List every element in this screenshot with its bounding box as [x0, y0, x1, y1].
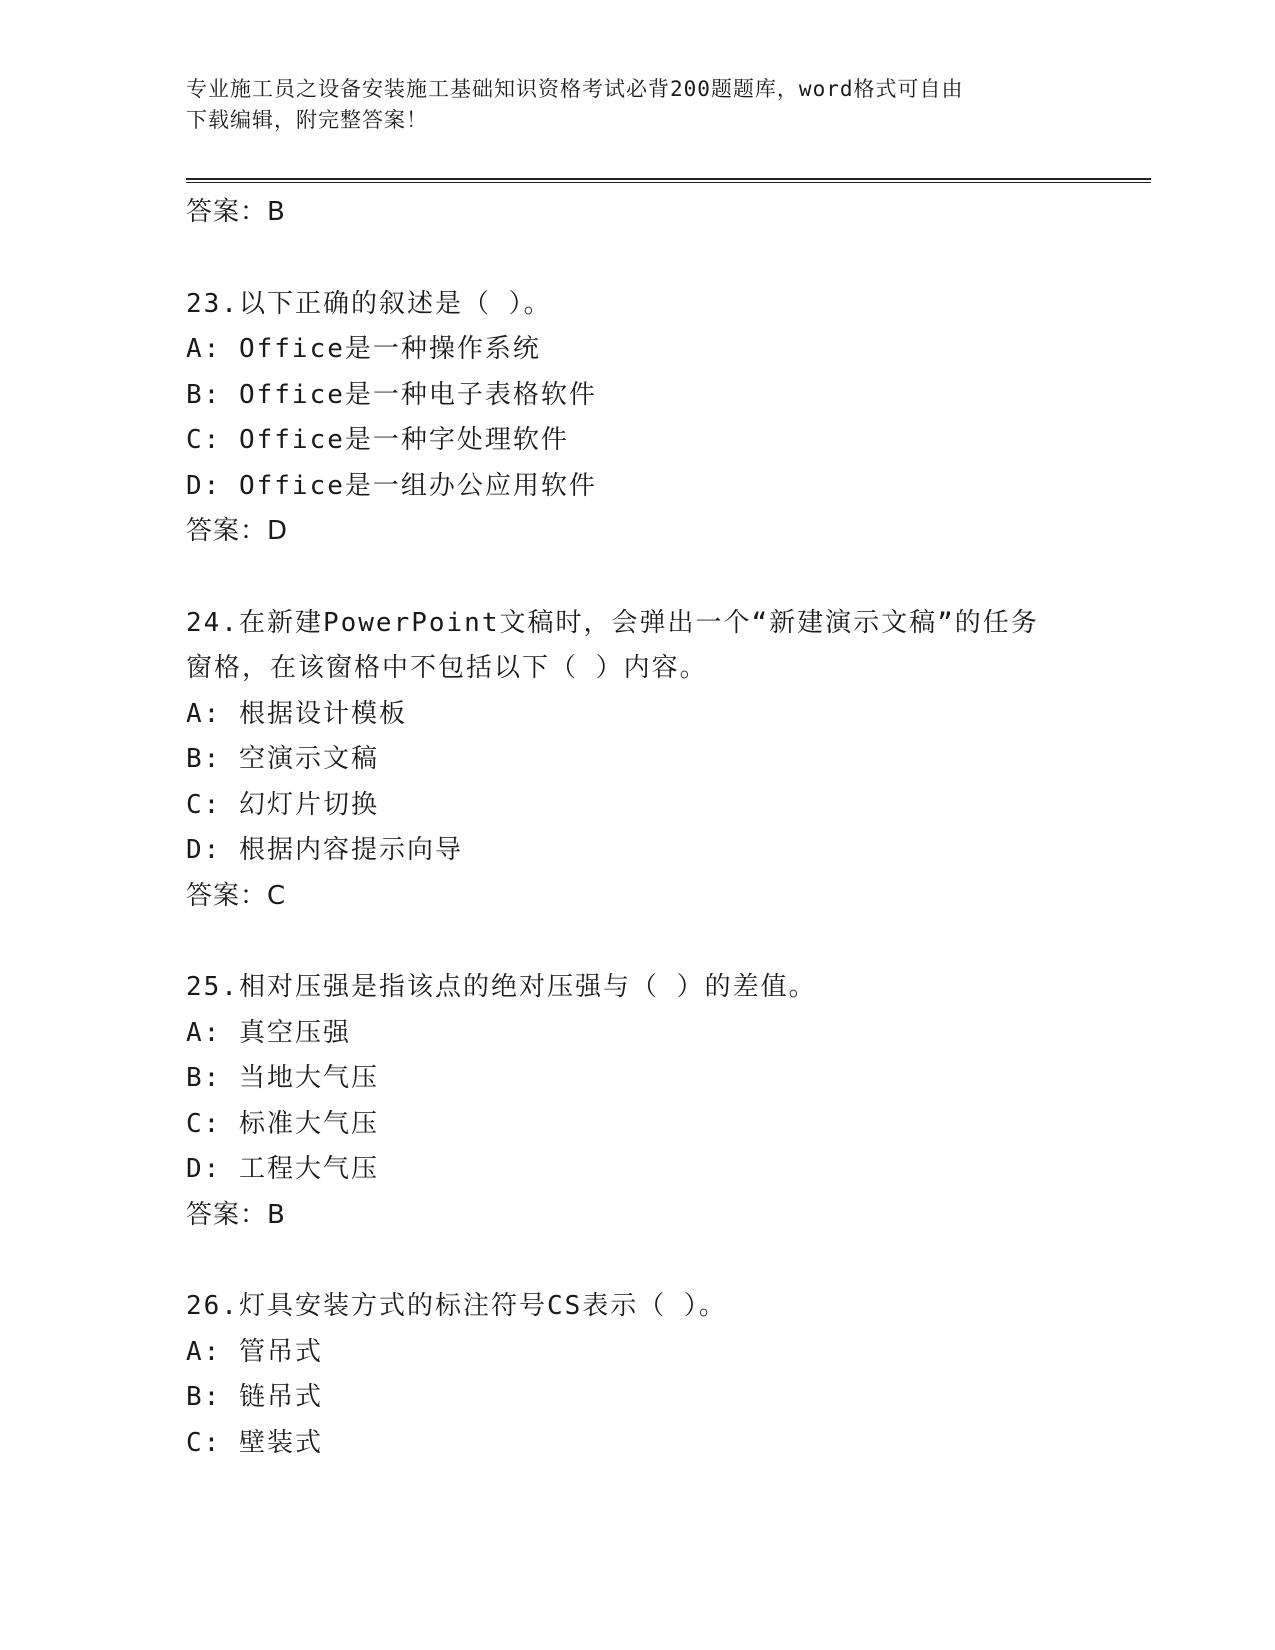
option-a: A: Office是一种操作系统: [186, 334, 541, 364]
answer: 答案：B: [186, 1199, 286, 1230]
question-stem: 26.灯具安装方式的标注符号CS表示（ ）。: [186, 1291, 727, 1321]
option-d: D: 工程大气压: [186, 1154, 379, 1184]
option-c: C: 幻灯片切换: [186, 789, 379, 820]
header-divider: [186, 178, 1151, 183]
question-26: [186, 1284, 1151, 1466]
option-c: C: Office是一种字处理软件: [186, 425, 569, 455]
answer: 答案：D: [186, 516, 289, 546]
option-b: B: 当地大气压: [186, 1063, 379, 1093]
option-a: A: 真空压强: [186, 1017, 351, 1048]
question-stem: 25.相对压强是指该点的绝对压强与（ ）的差值。: [186, 972, 817, 1002]
option-c: C: 标准大气压: [186, 1108, 379, 1139]
question-24: [186, 601, 1151, 920]
question-25: [186, 965, 1151, 1238]
option-a: A: 根据设计模板: [186, 698, 407, 729]
option-d: D: 根据内容提示向导: [186, 835, 463, 865]
answer: 答案：C: [186, 880, 287, 911]
question-stem-line-2: 窗格，在该窗格中不包括以下（ ）内容。: [186, 653, 708, 683]
header-line-1: 专业施工员之设备安装施工基础知识资格考试必背200题题库，word格式可自由: [186, 77, 964, 101]
question-23: [186, 282, 1151, 555]
header-line-2: 下载编辑，附完整答案！: [186, 108, 428, 132]
document-header: [186, 74, 1086, 136]
option-d: D: Office是一组办公应用软件: [186, 470, 597, 501]
option-a: A: 管吊式: [186, 1336, 323, 1367]
option-c: C: 壁装式: [186, 1427, 323, 1458]
option-b: B: 链吊式: [186, 1382, 323, 1412]
question-stem-line-1: 24.在新建PowerPoint文稿时，会弹出一个“新建演示文稿”的任务: [186, 607, 1039, 638]
option-b: B: Office是一种电子表格软件: [186, 379, 597, 410]
previous-answer: 答案：B: [186, 197, 286, 227]
question-list: [186, 190, 1151, 1466]
option-b: B: 空演示文稿: [186, 744, 379, 774]
question-stem: 23.以下正确的叙述是（ ）。: [186, 288, 552, 319]
